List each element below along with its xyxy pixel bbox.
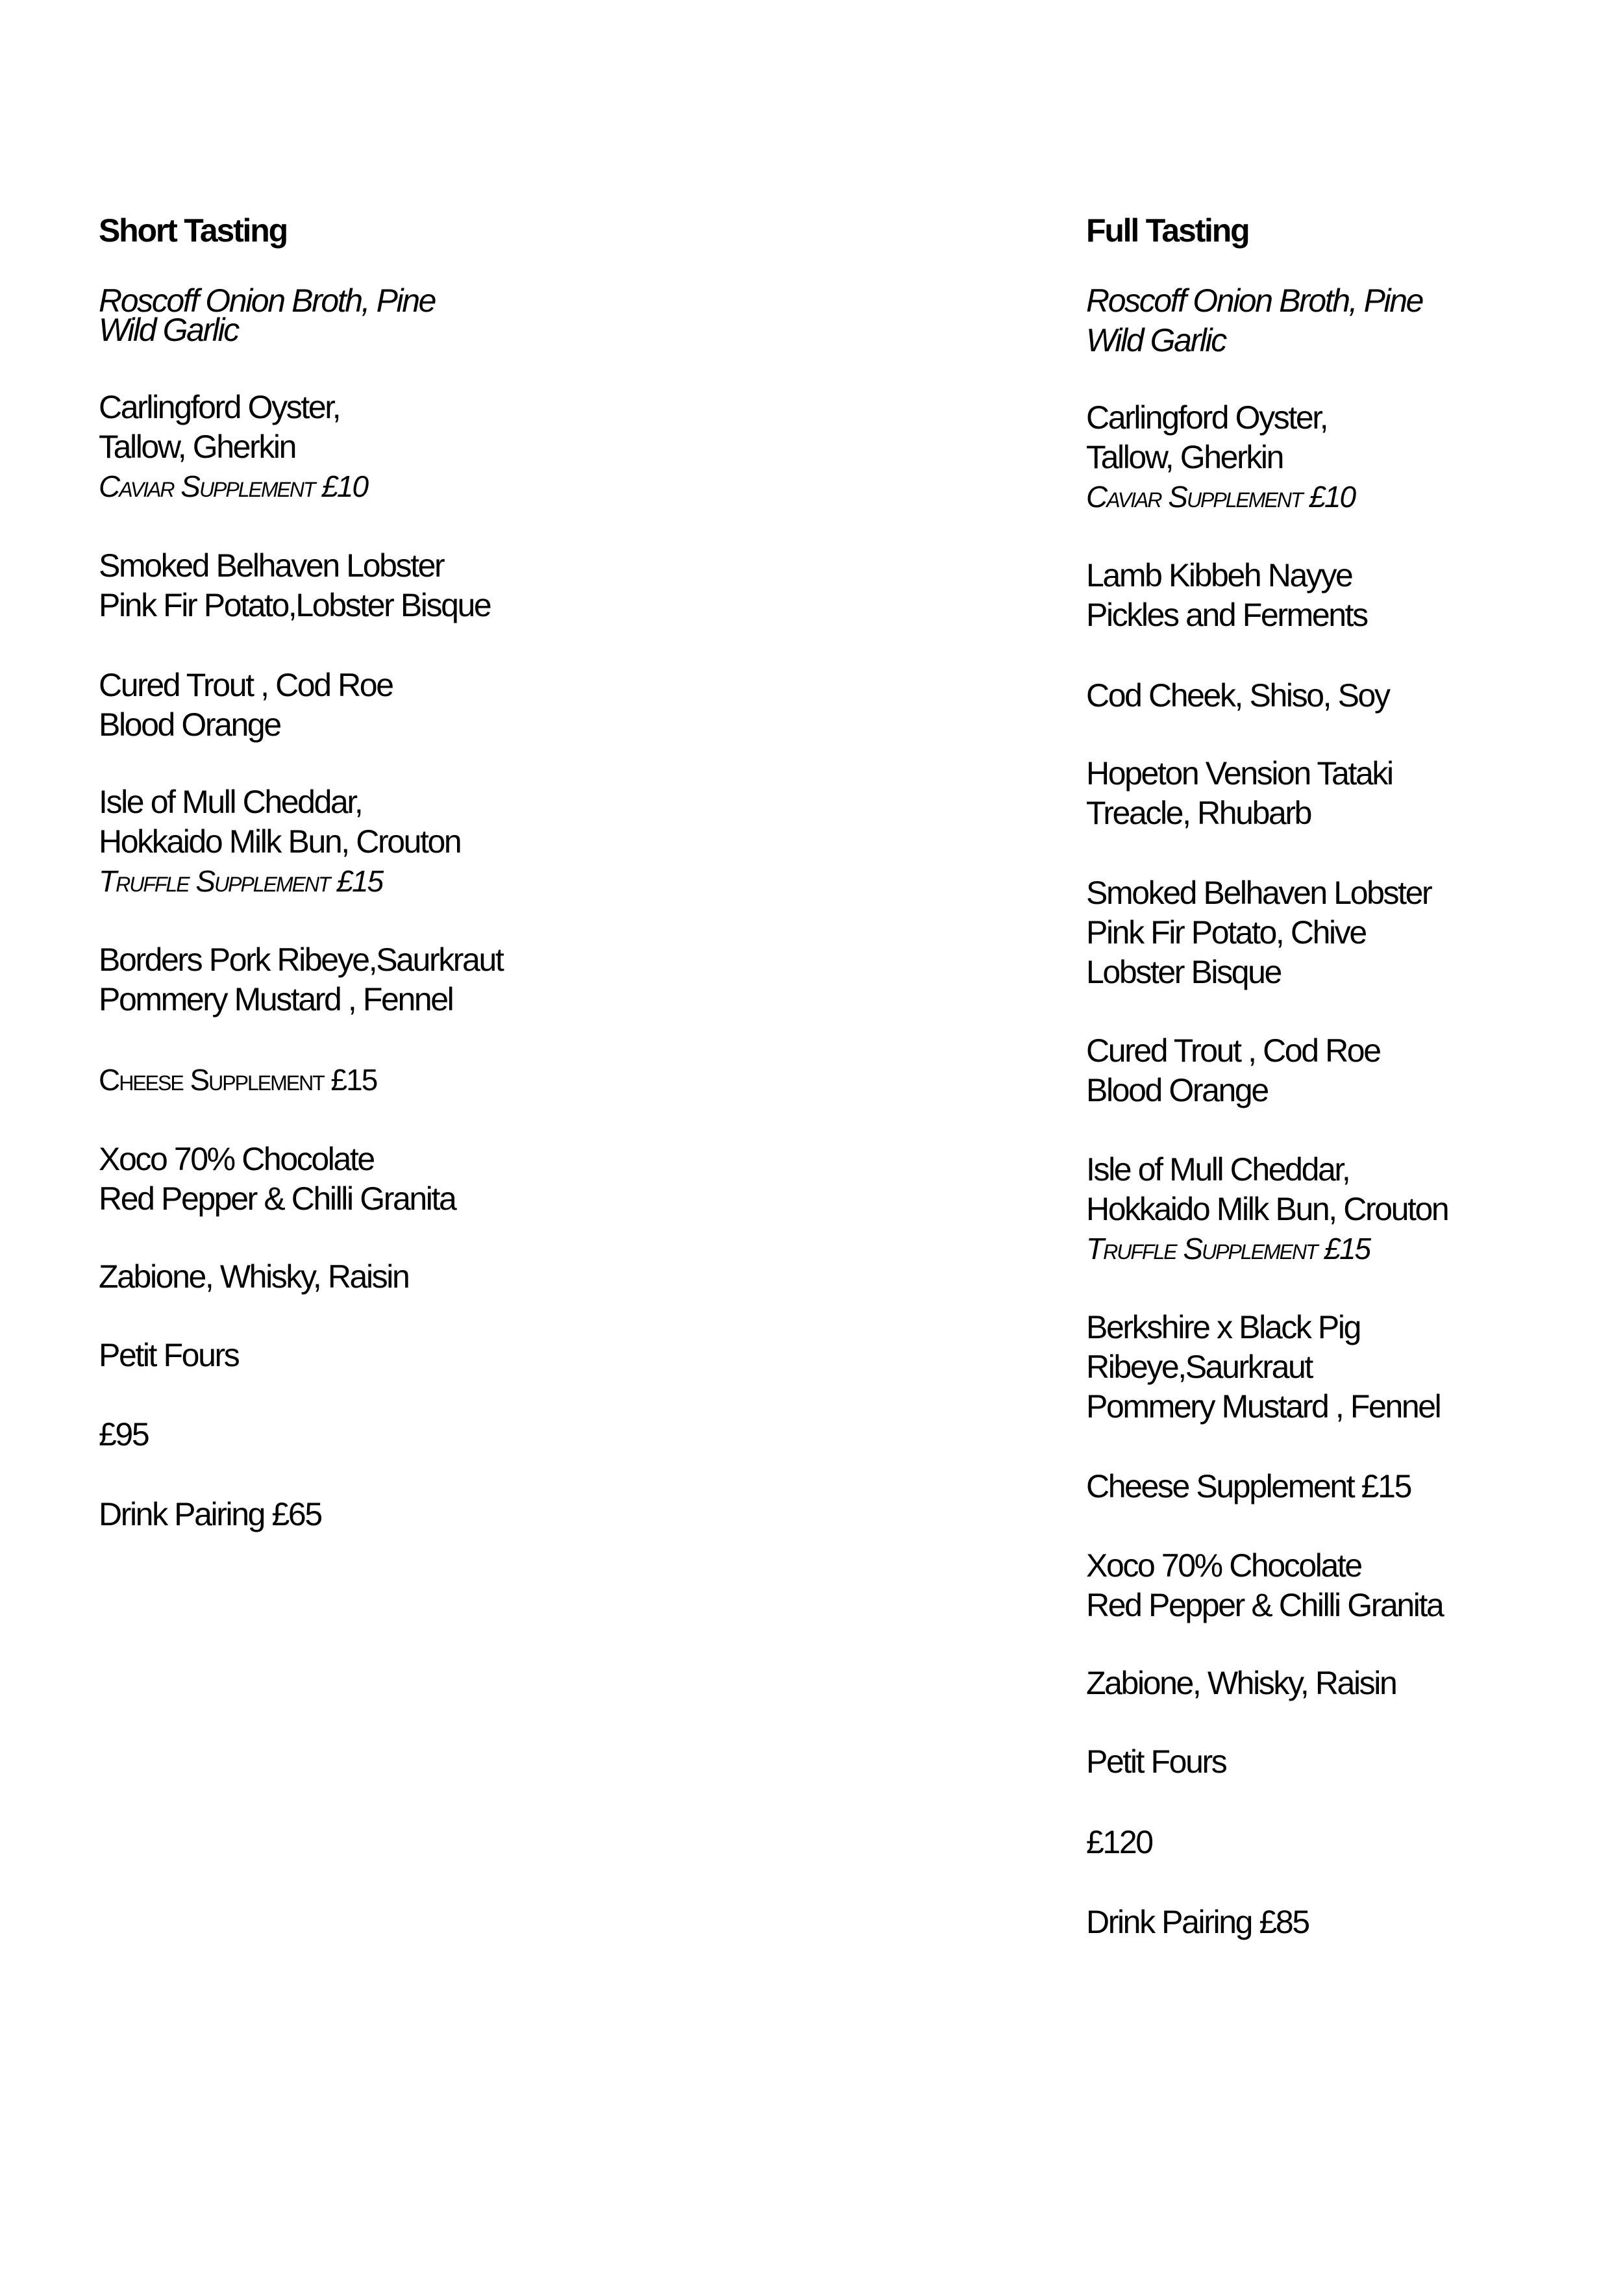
- menu-line: Pommery Mustard , Fennel: [1086, 1388, 1441, 1425]
- menu-line: Cured Trout , Cod Roe: [99, 667, 393, 703]
- menu-line: Lobster Bisque: [1086, 954, 1281, 990]
- menu-line: Blood Orange: [1086, 1072, 1268, 1108]
- menu-line: Smoked Belhaven Lobster: [99, 547, 444, 584]
- menu-line: Isle of Mull Cheddar,: [1086, 1151, 1350, 1188]
- menu-line: £95: [99, 1416, 149, 1453]
- menu-line: Tallow, Gherkin: [1086, 439, 1283, 475]
- menu-line: Xoco 70% Chocolate: [1086, 1547, 1361, 1584]
- menu-line: Pink Fir Potato, Chive: [1086, 914, 1366, 951]
- menu-line: Cheese Supplement £15: [1086, 1468, 1411, 1504]
- menu-line: Drink Pairing £65: [99, 1496, 321, 1532]
- menu-line: Borders Pork Ribeye,Saurkraut: [99, 942, 503, 978]
- menu-line: Pickles and Ferments: [1086, 597, 1367, 633]
- menu-line: Xoco 70% Chocolate: [99, 1141, 374, 1177]
- menu-line: Red Pepper & Chilli Granita: [1086, 1587, 1443, 1623]
- menu-line: Cured Trout , Cod Roe: [1086, 1032, 1380, 1069]
- menu-line: Drink Pairing £85: [1086, 1904, 1309, 1940]
- short-tasting-title: Short Tasting: [99, 212, 287, 249]
- supplement-line: Cheese Supplement £15: [99, 1063, 377, 1097]
- menu-line: Ribeye,Saurkraut: [1086, 1349, 1312, 1385]
- menu-line: Petit Fours: [1086, 1743, 1226, 1780]
- full-tasting-title: Full Tasting: [1086, 212, 1249, 249]
- supplement-line: Truffle Supplement £15: [1086, 1232, 1370, 1266]
- menu-line: Tallow, Gherkin: [99, 429, 296, 465]
- menu-line: Hopeton Vension Tataki: [1086, 755, 1393, 792]
- menu-line: Pink Fir Potato,Lobster Bisque: [99, 587, 491, 623]
- menu-line: Hokkaido Milk Bun, Crouton: [1086, 1191, 1448, 1227]
- menu-line: Isle of Mull Cheddar,: [99, 784, 362, 820]
- menu-line: Petit Fours: [99, 1337, 239, 1373]
- menu-line: Carlingford Oyster,: [1086, 399, 1328, 436]
- menu-line: Hokkaido Milk Bun, Crouton: [99, 823, 461, 860]
- menu-line: Cod Cheek, Shiso, Soy: [1086, 677, 1389, 714]
- menu-line: Blood Orange: [99, 706, 280, 743]
- menu-line: Zabione, Whisky, Raisin: [99, 1258, 409, 1295]
- menu-line: Smoked Belhaven Lobster: [1086, 875, 1431, 911]
- menu-line: Pommery Mustard , Fennel: [99, 981, 453, 1017]
- menu-line: Red Pepper & Chilli Granita: [99, 1180, 456, 1217]
- menu-line: Carlingford Oyster,: [99, 389, 340, 425]
- supplement-line: Caviar Supplement £10: [1086, 480, 1356, 514]
- menu-line: £120: [1086, 1824, 1152, 1860]
- menu-line: Zabione, Whisky, Raisin: [1086, 1665, 1396, 1701]
- menu-line: Lamb Kibbeh Nayye: [1086, 557, 1352, 593]
- menu-line: Roscoff Onion Broth, Pine: [99, 282, 436, 319]
- menu-line: Wild Garlic: [99, 312, 238, 348]
- menu-line: Wild Garlic: [1086, 322, 1226, 358]
- menu-line: Berkshire x Black Pig: [1086, 1309, 1360, 1345]
- menu-line: Treacle, Rhubarb: [1086, 795, 1311, 831]
- menu-line: Roscoff Onion Broth, Pine: [1086, 282, 1423, 319]
- supplement-line: Caviar Supplement £10: [99, 469, 368, 503]
- supplement-line: Truffle Supplement £15: [99, 864, 383, 898]
